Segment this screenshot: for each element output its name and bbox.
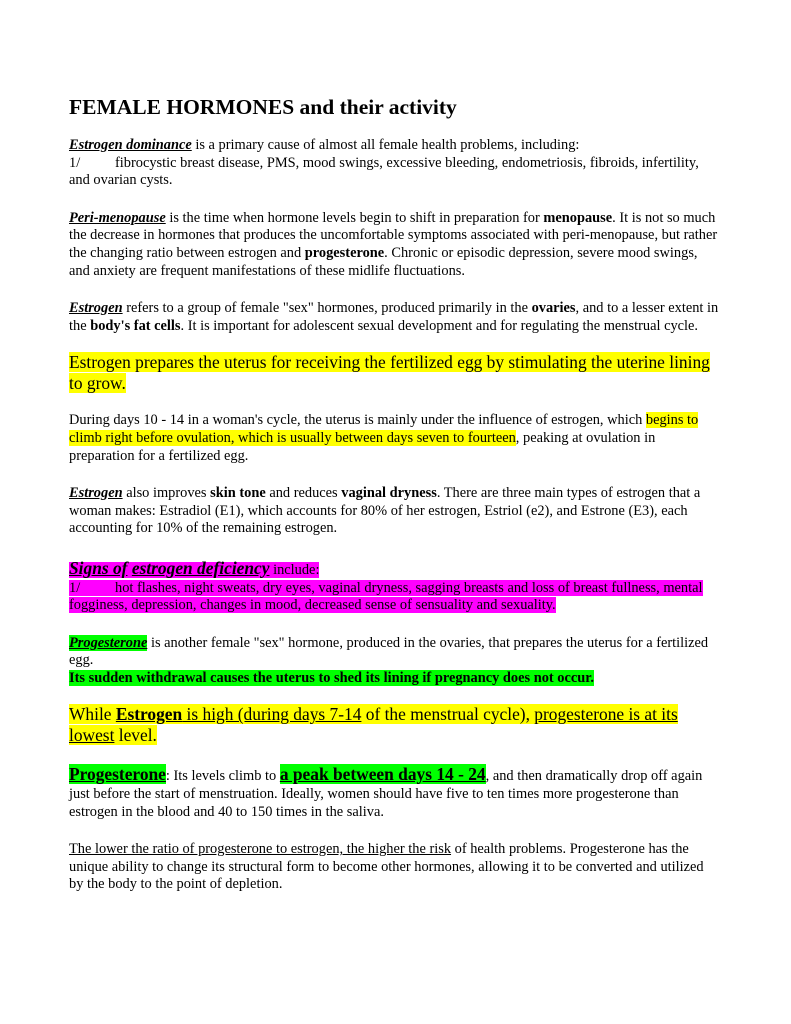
text: is a primary cause of almost all female health problems, including: — [191, 137, 580, 153]
paragraph-estrogen-types — [69, 485, 719, 538]
text: . There are three main types of estrogen that a woman makes: Estradiol (E1), which accounts for 80% of her estrogen, Estriol (e2), and Estrone (E3), each accounting for 10% of the remaining estrogen. — [69, 485, 701, 537]
text: , peaking at ovulation in preparation for a fertilized egg. — [69, 429, 656, 464]
paragraph-estrogen-dominance — [69, 137, 719, 190]
list-item: fibrocystic breast disease, PMS, mood swings, excessive bleeding, endometriosis, fibroids, infertility, and ovarian cysts. — [69, 154, 699, 189]
paragraph-peri-menopause — [69, 210, 719, 280]
bold-text: ovaries — [531, 300, 576, 317]
text: . Chronic or episodic depression, severe mood swings, and anxiety are frequent manifestations of these midlife fluctuations. — [69, 244, 698, 279]
bold-text: body's fat cells — [90, 317, 181, 334]
paragraph-progesterone — [69, 635, 719, 688]
bold-text: skin tone — [210, 485, 266, 502]
text: of the menstrual cycle), — [361, 704, 535, 725]
underlined-text: The lower the ratio of progesterone to estrogen, the higher the risk — [69, 841, 452, 858]
bold-underlined-text: Estrogen — [115, 704, 183, 725]
paragraph-ratio — [69, 841, 719, 894]
text: is another female "sex" hormone, produced in the ovaries, that prepares the uterus for a fertilized egg. — [69, 634, 709, 669]
paragraph-progesterone-levels — [69, 764, 719, 821]
text: : Its levels climb to — [165, 768, 280, 785]
term-peri-menopause: Peri-menopause — [69, 209, 166, 226]
text: , and to a lesser extent in the — [69, 300, 719, 334]
text: level. — [114, 724, 157, 745]
term-estrogen-dominance: Estrogen dominance — [69, 137, 192, 153]
text: . It is not so much the decrease in hormones that produces the uncomfortable symptoms associated with peri-menopause, but rather the changing ratio between estrogen and — [69, 209, 718, 261]
text: of health problems. Progesterone has the unique ability to change its structural form to become other hormones, allowing it to be converted and utilized by the body to the point of depletion. — [69, 841, 704, 893]
highlighted-bold-text: a peak between days 14 - 24 — [279, 764, 486, 785]
term-estrogen: Estrogen — [69, 485, 123, 502]
text: is the time when hormone levels begin to shift in preparation for — [165, 209, 544, 226]
bold-text: progesterone — [304, 244, 385, 261]
page-title: FEMALE HORMONES and their activity — [69, 95, 457, 119]
document-body — [69, 94, 719, 894]
text: also improves — [122, 485, 211, 502]
term-signs-of: Signs of — [69, 557, 128, 578]
term-progesterone: Progesterone — [69, 634, 148, 651]
text: and reduces — [265, 485, 342, 502]
list-number: 1/ — [69, 579, 81, 596]
highlighted-text: begins to climb right before ovulation, which is usually between days seven to fourteen — [69, 412, 699, 446]
paragraph-days-10-14 — [69, 412, 719, 465]
underlined-text: is high (during days 7-14 — [182, 704, 362, 725]
highlight-estrogen-prepares — [69, 352, 719, 393]
term-estrogen: Estrogen — [69, 300, 123, 317]
highlight-while-estrogen-high — [69, 704, 719, 745]
text: While — [69, 704, 116, 725]
highlighted-bold-text: Its sudden withdrawal causes the uterus to shed its lining if pregnancy does not occur. — [69, 669, 594, 686]
paragraph-estrogen-deficiency — [69, 558, 719, 615]
text: . It is important for adolescent sexual development and for regulating the menstrual cycle. — [180, 317, 699, 334]
term-progesterone: Progesterone — [69, 764, 166, 785]
term-estrogen-deficiency: estrogen deficiency — [131, 557, 270, 578]
highlighted-text: Estrogen prepares the uterus for receiving the fertilized egg by stimulating the uterine lining to grow. — [69, 352, 710, 393]
text: , and then dramatically drop off again just before the start of menstruation. Ideally, women should have five to ten times more progesterone than estrogen in the blood and 40 to 150 times in the saliva. — [69, 768, 703, 820]
text: include: — [269, 561, 320, 578]
underlined-text: progesterone is at its lowest — [69, 704, 678, 745]
list-item: hot flashes, night sweats, dry eyes, vaginal dryness, sagging breasts and loss of breast fullness, mental fogginess, depression, changes in mood, decreased sense of sensuality and sexuality. — [69, 579, 703, 614]
bold-text: vaginal dryness — [341, 485, 437, 502]
paragraph-estrogen — [69, 300, 719, 335]
list-number: 1/ — [69, 154, 81, 171]
text: refers to a group of female "sex" hormones, produced primarily in the — [122, 300, 532, 317]
bold-text: menopause — [543, 209, 613, 226]
text: During days 10 - 14 in a woman's cycle, the uterus is mainly under the influence of estrogen, which — [69, 412, 646, 429]
